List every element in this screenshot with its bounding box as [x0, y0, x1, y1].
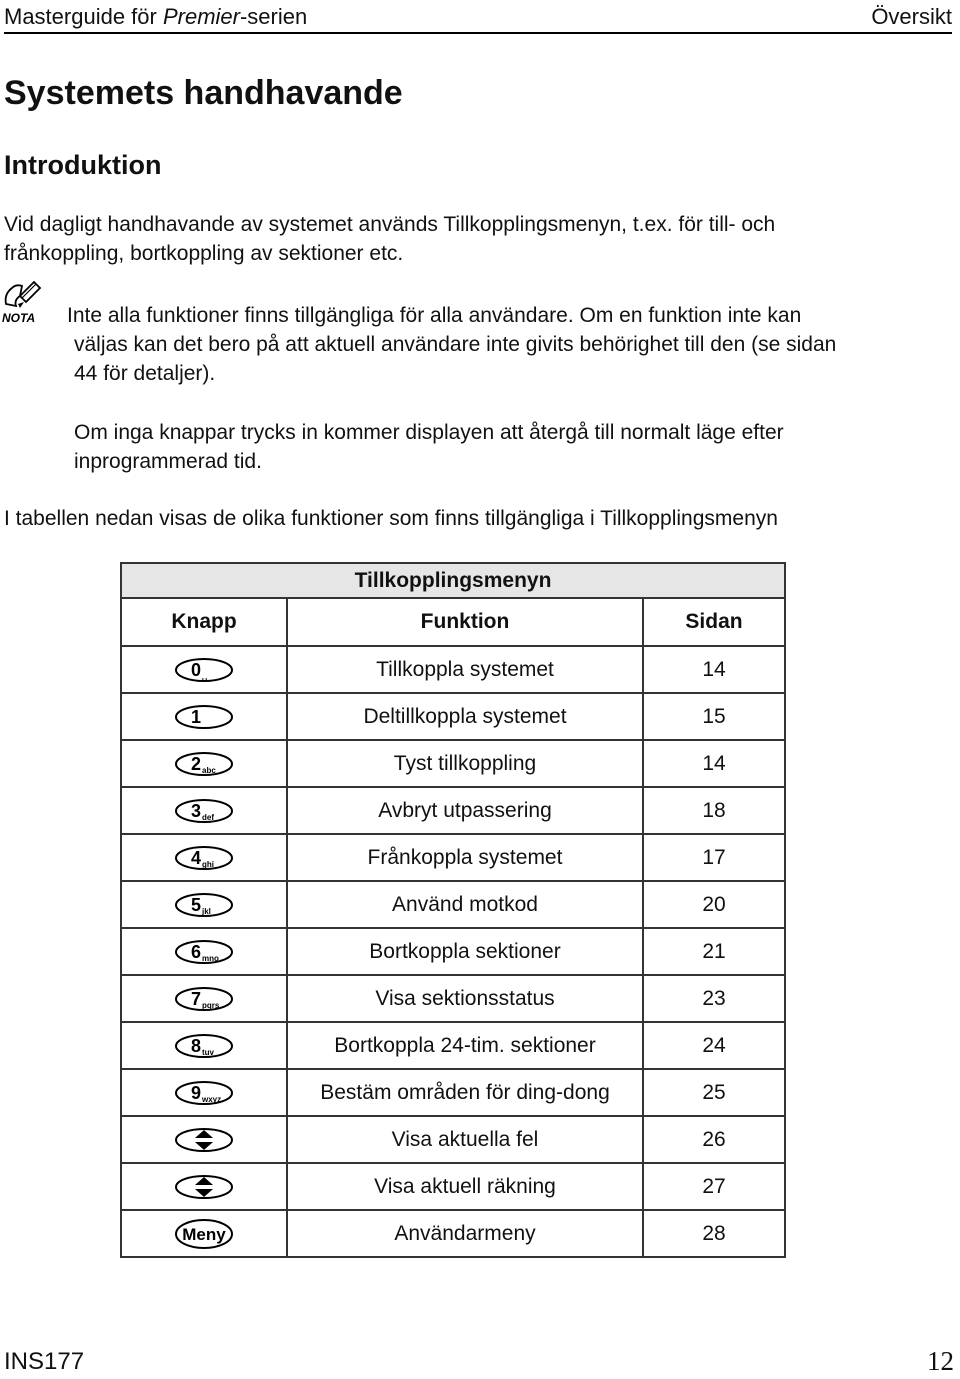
page-header	[4, 2, 952, 34]
page-cell: 15	[643, 693, 785, 740]
table-row	[121, 1210, 785, 1257]
page-cell: 26	[643, 1116, 785, 1163]
page-cell: 27	[643, 1163, 785, 1210]
page-cell: 25	[643, 1069, 785, 1116]
key-label: 7	[191, 988, 202, 1009]
key-cell	[121, 787, 287, 834]
key-cell	[121, 881, 287, 928]
note-paragraph-2: Om inga knappar trycks in kommer displayen att återgå till normalt läge efter inprogrammerad tid.	[74, 421, 784, 473]
table-row	[121, 740, 785, 787]
key-cell	[121, 834, 287, 881]
key-cell	[121, 1163, 287, 1210]
key-3-icon	[174, 795, 234, 827]
page-number: 12	[927, 1346, 954, 1376]
function-cell: Tillkoppla systemet	[287, 646, 643, 693]
key-sub-label: jkl	[202, 906, 211, 916]
header-section: Översikt	[871, 4, 952, 29]
key-label: Meny	[182, 1224, 226, 1244]
key-label: 5	[191, 894, 202, 915]
page-title: Systemets handhavande	[4, 74, 403, 112]
key-sub-label: tuv	[202, 1047, 214, 1057]
table-title: Tillkopplingsmenyn	[121, 563, 785, 598]
key-label: 6	[191, 941, 202, 962]
column-header-key: Knapp	[121, 598, 287, 646]
page-cell: 14	[643, 646, 785, 693]
key-sub-label: mno	[202, 953, 219, 963]
key-6-icon	[174, 936, 234, 968]
key-cell	[121, 1069, 287, 1116]
key-sub-label: ␣	[202, 671, 208, 681]
key-label: 3	[191, 800, 202, 821]
function-cell: Tyst tillkoppling	[287, 740, 643, 787]
function-cell: Bortkoppla 24-tim. sektioner	[287, 1022, 643, 1069]
function-cell: Bortkoppla sektioner	[287, 928, 643, 975]
function-cell: Frånkoppla systemet	[287, 834, 643, 881]
key-5-icon	[174, 889, 234, 921]
key-8-icon	[174, 1030, 234, 1062]
page-cell: 18	[643, 787, 785, 834]
function-cell: Avbryt utpassering	[287, 787, 643, 834]
key-sub-label: def	[202, 812, 214, 822]
table-row	[121, 1022, 785, 1069]
note-paragraph-1: Inte alla funktioner finns tillgängliga för alla användare. Om en funktion inte kan väljas kan det bero på att aktuell användare inte givits behörighet till den (se sidan 44 för detaljer).	[67, 304, 837, 385]
key-label: 0	[191, 659, 202, 680]
function-cell: Deltillkoppla systemet	[287, 693, 643, 740]
page-cell: 20	[643, 881, 785, 928]
page-cell: 17	[643, 834, 785, 881]
function-cell: Visa sektionsstatus	[287, 975, 643, 1022]
key-label: 8	[191, 1035, 202, 1056]
page-cell: 21	[643, 928, 785, 975]
section-title: Introduktion	[4, 150, 162, 180]
table-caption: I tabellen nedan visas de olika funktioner som finns tillgängliga i Tillkopplingsmenyn	[4, 507, 778, 530]
key-cell	[121, 740, 287, 787]
page-cell: 14	[643, 740, 785, 787]
key-sub-label: abc	[202, 765, 216, 775]
table-row	[121, 1069, 785, 1116]
note-pencil-icon	[0, 280, 46, 326]
key-label: 9	[191, 1082, 202, 1103]
key-4-icon	[174, 842, 234, 874]
key-cell	[121, 1116, 287, 1163]
key-0-icon	[174, 654, 234, 686]
up-down-arrow-key-icon	[174, 1124, 234, 1156]
key-7-icon	[174, 983, 234, 1015]
intro-paragraph: Vid dagligt handhavande av systemet används Tillkopplingsmenyn, t.ex. för till- och frånkoppling, bortkoppling av sektioner etc.	[4, 213, 776, 265]
function-cell: Visa aktuell räkning	[287, 1163, 643, 1210]
menu-table	[120, 562, 786, 1258]
page-cell: 23	[643, 975, 785, 1022]
key-cell	[121, 975, 287, 1022]
function-cell: Visa aktuella fel	[287, 1116, 643, 1163]
note-label: NOTA	[2, 311, 36, 325]
header-title: Masterguide för Premier-serien	[4, 4, 308, 29]
key-label: 4	[191, 847, 202, 868]
key-cell	[121, 928, 287, 975]
document-id: INS177	[4, 1348, 85, 1375]
key-sub-label: wxyz	[202, 1094, 222, 1104]
key-cell	[121, 1022, 287, 1069]
page-cell: 24	[643, 1022, 785, 1069]
table-row	[121, 787, 785, 834]
table-row	[121, 693, 785, 740]
page-cell: 28	[643, 1210, 785, 1257]
table-row	[121, 646, 785, 693]
table-row	[121, 928, 785, 975]
function-cell: Användarmeny	[287, 1210, 643, 1257]
table-row	[121, 1116, 785, 1163]
up-down-arrow-key-icon	[174, 1171, 234, 1203]
key-2-icon	[174, 748, 234, 780]
key-label: 2	[191, 753, 202, 774]
table-row	[121, 834, 785, 881]
key-sub-label: pqrs	[202, 1000, 220, 1010]
key-9-icon	[174, 1077, 234, 1109]
function-cell: Bestäm områden för ding-dong	[287, 1069, 643, 1116]
key-cell	[121, 1210, 287, 1257]
column-header-page: Sidan	[643, 598, 785, 646]
key-cell	[121, 646, 287, 693]
table-row	[121, 881, 785, 928]
key-sub-label: ghi	[202, 859, 214, 869]
function-cell: Använd motkod	[287, 881, 643, 928]
key-cell	[121, 693, 287, 740]
table-row	[121, 975, 785, 1022]
key-label: 1	[191, 706, 202, 727]
menu-key-icon	[174, 1218, 234, 1250]
table-row	[121, 1163, 785, 1210]
column-header-function: Funktion	[287, 598, 643, 646]
key-1-icon	[174, 701, 234, 733]
